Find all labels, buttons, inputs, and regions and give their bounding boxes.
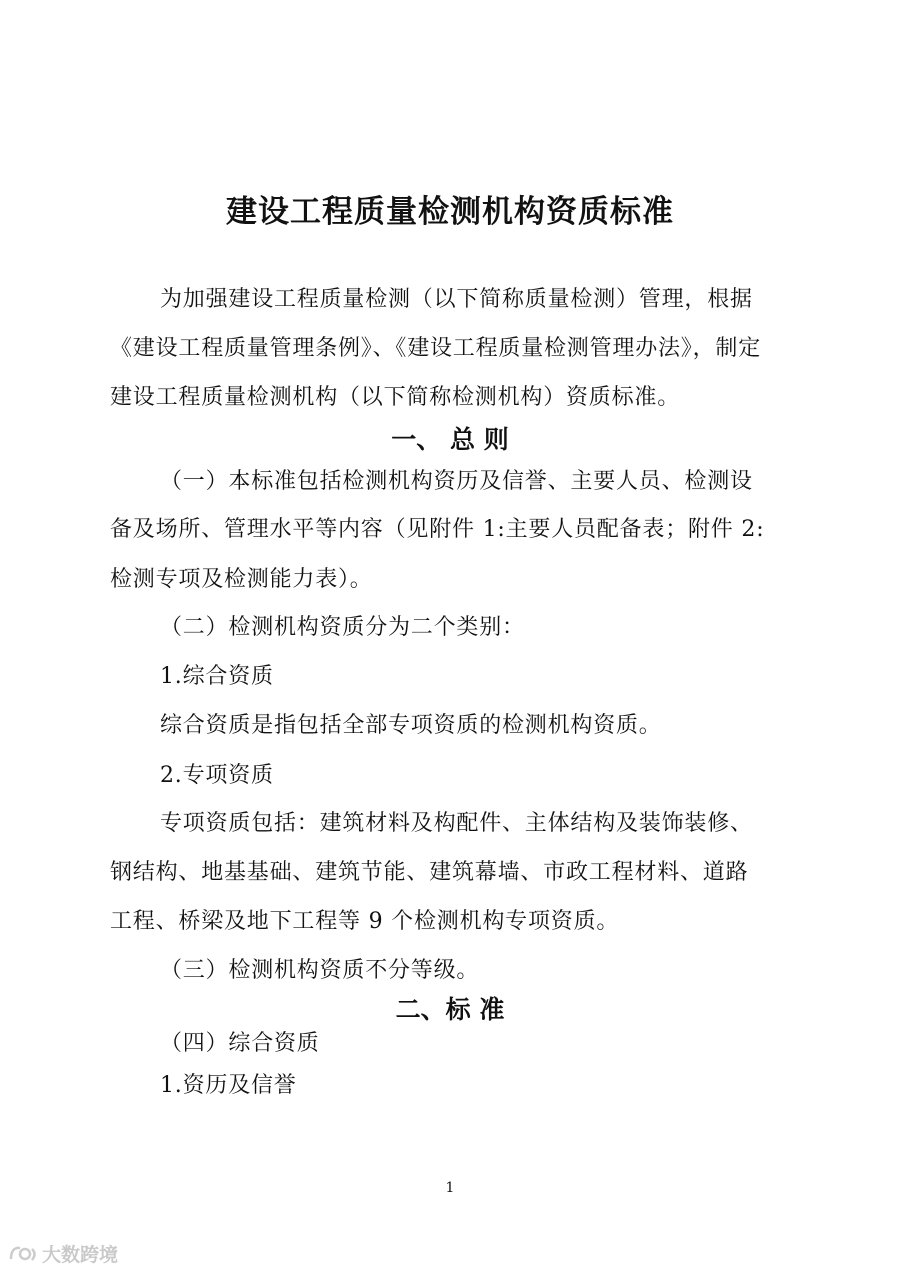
watermark-text: 大数跨境	[42, 1244, 119, 1266]
item-1-line-3: 检测专项及检测能力表）。	[110, 567, 373, 592]
category-2-desc-line-3: 工程、桥梁及地下工程等 9 个检测机构专项资质。	[110, 909, 620, 934]
section-heading-general: 一、 总 则	[391, 425, 509, 454]
item-3: （三）检测机构资质不分等级。	[160, 958, 480, 983]
document-title: 建设工程质量检测机构资质标准	[226, 194, 674, 230]
watermark	[8, 1240, 118, 1267]
page-number: 1	[445, 1180, 455, 1196]
item-4: （四）综合资质	[160, 1031, 320, 1056]
intro-line-3: 建设工程质量检测机构（以下简称检测机构）资质标准。	[110, 385, 681, 410]
section-heading-standards: 二、标 准	[395, 995, 505, 1024]
subitem-qualification: 1.资历及信誉	[160, 1073, 297, 1098]
item-1-line-1: （一）本标准包括检测机构资历及信誉、主要人员、检测设	[160, 469, 753, 494]
intro-line-2: 《建设工程质量管理条例》、《建设工程质量检测管理办法》，制定	[110, 336, 762, 361]
category-2-desc-line-1: 专项资质包括：建筑材料及构配件、主体结构及装饰装修、	[160, 811, 753, 836]
category-2-desc-line-2: 钢结构、地基基础、建筑节能、建筑幕墙、市政工程材料、道路	[110, 860, 749, 885]
item-2: （二）检测机构资质分为二个类别：	[160, 615, 525, 640]
category-2-title: 2.专项资质	[160, 763, 274, 788]
watermark-logo-icon	[8, 1243, 38, 1265]
item-1-line-2: 备及场所、管理水平等内容（见附件 1:主要人员配备表；附件 2:	[110, 517, 765, 542]
intro-line-1: 为加强建设工程质量检测（以下简称质量检测）管理，根据	[160, 287, 753, 312]
category-1-description: 综合资质是指包括全部专项资质的检测机构资质。	[160, 713, 662, 738]
category-1-title: 1.综合资质	[160, 664, 274, 689]
